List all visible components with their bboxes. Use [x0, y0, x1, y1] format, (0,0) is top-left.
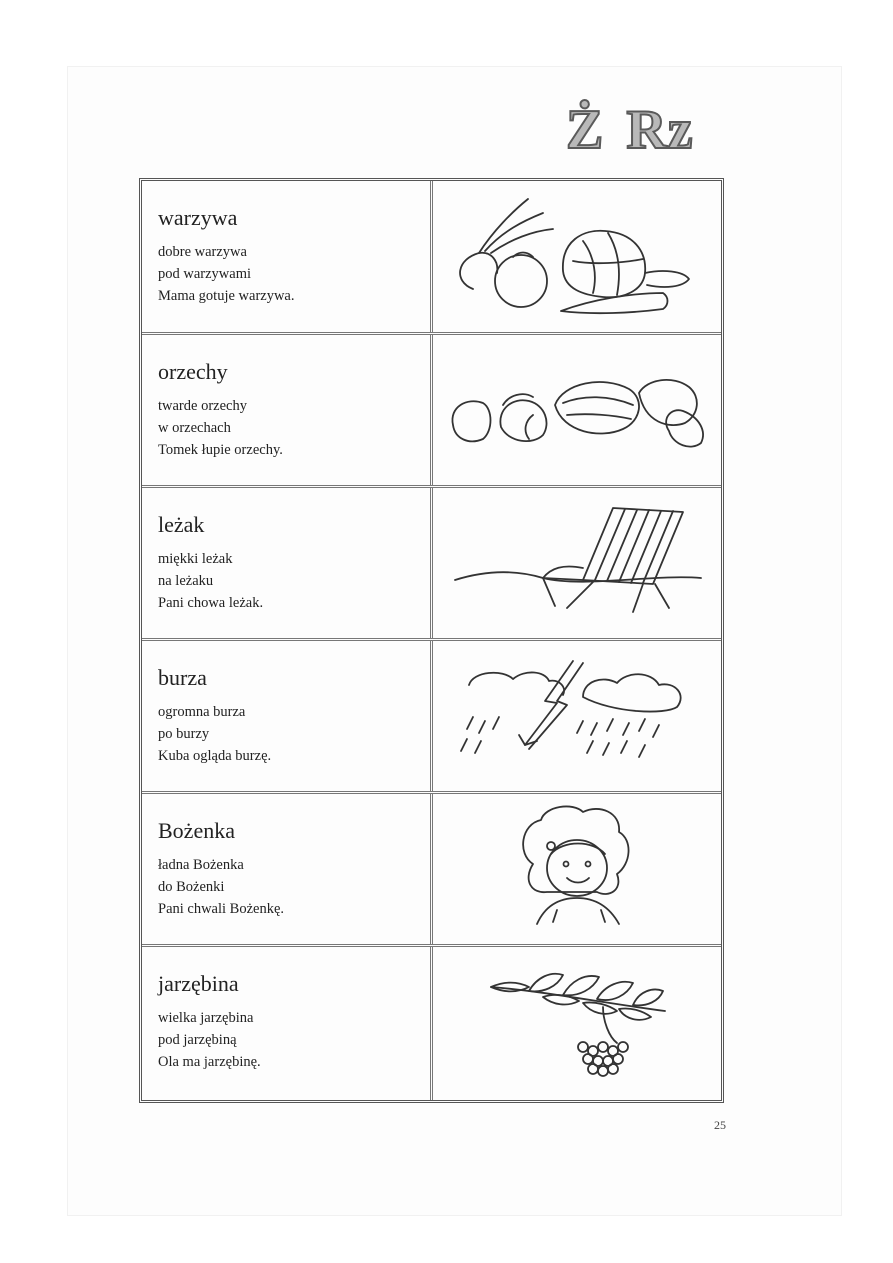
example-line: dobre warzywa: [158, 244, 247, 260]
nuts-icon: [433, 335, 721, 485]
picture-cell: [433, 488, 721, 638]
word-cell: [142, 335, 433, 485]
word-title: burza: [158, 665, 207, 690]
example-line: Kuba ogląda burzę.: [158, 748, 272, 764]
table-row: [142, 181, 721, 335]
picture-cell: [433, 335, 721, 485]
word-title: orzechy: [158, 359, 228, 384]
example-line: do Bożenki: [158, 879, 225, 895]
word-title: warzywa: [158, 205, 238, 230]
word-cell: [142, 181, 433, 332]
example-line: miękki leżak: [158, 551, 233, 567]
example-line: Ola ma jarzębinę.: [158, 1054, 261, 1070]
picture-cell: [433, 794, 721, 944]
example-line: Pani chowa leżak.: [158, 595, 264, 611]
letter-rz: Rz: [626, 99, 694, 161]
letter-z-dot: Ż: [566, 99, 605, 161]
deckchair-icon: [433, 488, 721, 638]
word-cell: [142, 947, 433, 1100]
page-number: 25: [714, 1118, 726, 1132]
picture-cell: [433, 181, 721, 332]
table-row: [142, 794, 721, 947]
table-row: [142, 488, 721, 641]
word-title: leżak: [158, 512, 205, 537]
table-row: [142, 335, 721, 488]
example-line: Mama gotuje warzywa.: [158, 288, 295, 304]
example-line: Tomek łupie orzechy.: [158, 442, 283, 458]
example-line: w orzechach: [158, 420, 231, 436]
vegetables-icon: [433, 181, 721, 332]
page-header: [566, 88, 694, 161]
example-line: wielka jarzębina: [158, 1010, 254, 1026]
example-line: Pani chwali Bożenkę.: [158, 901, 285, 917]
word-title: jarzębina: [158, 971, 239, 996]
example-line: pod jarzębiną: [158, 1032, 237, 1048]
word-cell: [142, 641, 433, 791]
example-line: twarde orzechy: [158, 398, 247, 414]
example-line: ładna Bożenka: [158, 857, 244, 873]
table-row: [142, 947, 721, 1100]
example-line: pod warzywami: [158, 266, 252, 282]
rowan-branch-icon: [433, 947, 721, 1097]
storm-icon: [433, 641, 721, 791]
example-line: po burzy: [158, 726, 210, 742]
girl-icon: [433, 794, 721, 944]
example-line: ogromna burza: [158, 704, 246, 720]
word-cell: [142, 488, 433, 638]
picture-cell: [433, 641, 721, 791]
word-cell: [142, 794, 433, 944]
example-line: na leżaku: [158, 573, 214, 589]
word-table: [139, 178, 724, 1103]
picture-cell: [433, 947, 721, 1100]
table-row: [142, 641, 721, 794]
word-title: Bożenka: [158, 818, 235, 843]
